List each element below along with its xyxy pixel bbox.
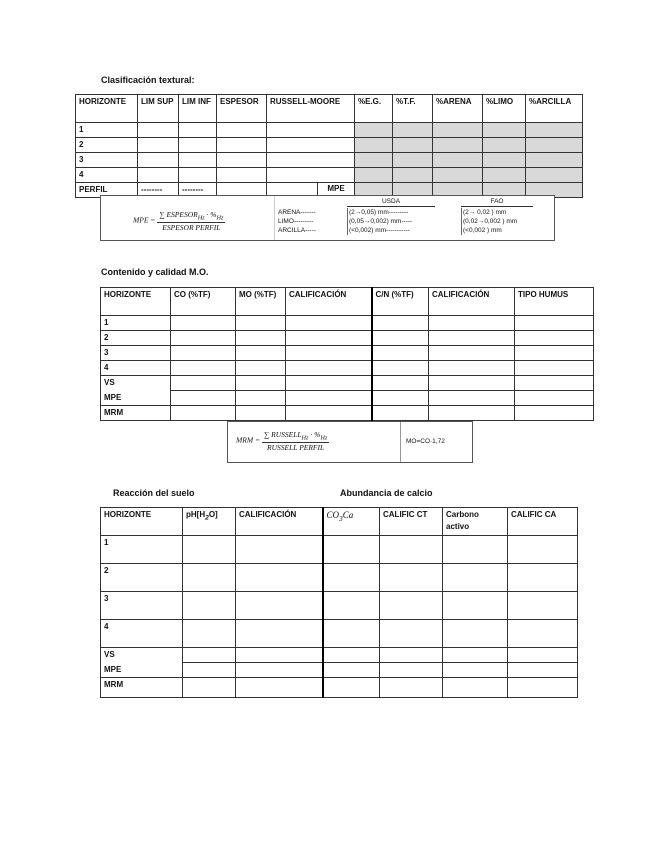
- cell[interactable]: [443, 536, 508, 564]
- soil-reaction-table: [100, 507, 578, 698]
- table-row: [101, 331, 594, 346]
- cell[interactable]: [443, 564, 508, 592]
- col-header: LIM SUP: [138, 95, 179, 123]
- col-header: %ARCILLA: [526, 95, 583, 123]
- row-label: 2: [101, 331, 171, 346]
- cell[interactable]: [372, 391, 429, 406]
- cell[interactable]: [217, 123, 267, 138]
- cell[interactable]: [393, 123, 433, 138]
- usda-list: [347, 208, 412, 235]
- col-header: %T.F.: [393, 95, 433, 123]
- cell[interactable]: [443, 648, 508, 663]
- section3-title-left: Reacción del suelo: [113, 488, 195, 498]
- cell[interactable]: [508, 663, 578, 678]
- cell[interactable]: [183, 620, 236, 648]
- formula-lhs: MRM =: [236, 435, 261, 445]
- cell[interactable]: [323, 592, 380, 620]
- cell[interactable]: [380, 620, 443, 648]
- col-header: CALIFICACIÓN: [429, 288, 515, 316]
- cell[interactable]: [171, 331, 236, 346]
- cell[interactable]: [429, 376, 515, 391]
- row-label: 3: [101, 346, 171, 361]
- col-header-ph: $pH[H_2O]$: [183, 508, 236, 536]
- cell[interactable]: [138, 153, 179, 168]
- cell[interactable]: [171, 346, 236, 361]
- mrm-label: MRM: [101, 406, 171, 421]
- cell[interactable]: [171, 406, 236, 421]
- cell[interactable]: [236, 648, 323, 663]
- table-row: [76, 168, 583, 183]
- fao-item: (2→ 0,02 ) mm: [463, 209, 507, 216]
- cell[interactable]: [526, 153, 583, 168]
- col-header: TIPO HUMUS: [515, 288, 594, 316]
- cell[interactable]: [372, 316, 429, 331]
- cell[interactable]: [433, 123, 483, 138]
- mpe-label: MPE: [101, 663, 183, 678]
- cell[interactable]: [443, 620, 508, 648]
- cell[interactable]: [526, 123, 583, 138]
- cell[interactable]: [380, 592, 443, 620]
- cell[interactable]: [267, 153, 355, 168]
- col-header: C/N (%TF): [372, 288, 429, 316]
- row-label: 4: [101, 361, 171, 376]
- cell[interactable]: [429, 346, 515, 361]
- table-row: [76, 123, 583, 138]
- table-row: [76, 138, 583, 153]
- cell[interactable]: [429, 361, 515, 376]
- vs-row: [101, 648, 578, 663]
- vs-label: VS: [101, 376, 171, 391]
- mrm-formula-box: [227, 421, 473, 463]
- texture-table: [75, 94, 583, 198]
- cell[interactable]: [372, 331, 429, 346]
- row-label: 4: [76, 168, 138, 183]
- perfil-inf: --------: [179, 183, 217, 198]
- row-label: 1: [101, 316, 171, 331]
- cell[interactable]: [183, 564, 236, 592]
- cell[interactable]: [429, 391, 515, 406]
- col-header: CO (%TF): [171, 288, 236, 316]
- mrm-row: [101, 678, 578, 698]
- col-header: HORIZONTE: [101, 288, 171, 316]
- cell[interactable]: [286, 376, 372, 391]
- cell[interactable]: [217, 153, 267, 168]
- cell[interactable]: [433, 153, 483, 168]
- table-header-row: [101, 288, 594, 316]
- cell[interactable]: [286, 331, 372, 346]
- cell[interactable]: [138, 138, 179, 153]
- cell[interactable]: [286, 406, 372, 421]
- fao-title: FAO: [461, 197, 533, 207]
- row-label: 2: [76, 138, 138, 153]
- cell[interactable]: [236, 331, 286, 346]
- cell[interactable]: [443, 663, 508, 678]
- cell[interactable]: [380, 564, 443, 592]
- row-label: 1: [76, 123, 138, 138]
- cell[interactable]: [236, 376, 286, 391]
- mrm-formula: MRM = $\frac{\sum RUSSELL_{Hz} \cdot \%_{Hz}}{\text{RUSSELL PERFIL}}$: [236, 430, 328, 452]
- col-header: %LIMO: [483, 95, 526, 123]
- cell[interactable]: [515, 391, 594, 406]
- section2-title: Contenido y calidad M.O.: [101, 267, 209, 277]
- usda-item: (2→0,05) mm---------: [349, 209, 409, 216]
- mrm-label: MRM: [101, 678, 183, 698]
- col-header: HORIZONTE: [76, 95, 138, 123]
- table-row: [101, 361, 594, 376]
- table-row: [101, 536, 578, 564]
- cell[interactable]: [323, 536, 380, 564]
- cell[interactable]: [236, 361, 286, 376]
- cell[interactable]: [355, 168, 393, 183]
- cell[interactable]: [443, 678, 508, 698]
- cell[interactable]: [236, 663, 323, 678]
- cell[interactable]: [443, 592, 508, 620]
- cell[interactable]: [323, 678, 380, 698]
- col-header: LIM INF: [179, 95, 217, 123]
- formula-num: ∑ RUSSELL: [263, 430, 302, 439]
- cell[interactable]: [393, 168, 433, 183]
- row-label: 3: [101, 592, 183, 620]
- cell[interactable]: [508, 648, 578, 663]
- cell[interactable]: [183, 536, 236, 564]
- col-header: ESPESOR: [217, 95, 267, 123]
- cell[interactable]: [372, 346, 429, 361]
- cell[interactable]: [526, 138, 583, 153]
- usda-title: USDA: [347, 197, 435, 207]
- vs-row: [101, 376, 594, 391]
- cell[interactable]: [515, 406, 594, 421]
- organic-matter-table: [100, 287, 594, 421]
- col-header: HORIZONTE: [101, 508, 183, 536]
- col-header: %E.G.: [355, 95, 393, 123]
- mpe-formula-box: [100, 195, 555, 241]
- cell[interactable]: [179, 153, 217, 168]
- usda-item: (<0,002) mm-----------: [349, 227, 410, 234]
- cell[interactable]: [179, 123, 217, 138]
- col-header-co3ca: $CO_3Ca$: [323, 508, 380, 536]
- cell[interactable]: [286, 361, 372, 376]
- cell[interactable]: [372, 376, 429, 391]
- mpe-row: [101, 391, 594, 406]
- cell[interactable]: [267, 168, 355, 183]
- perfil-sup: --------: [138, 183, 179, 198]
- mpe-label: MPE: [101, 391, 171, 406]
- cell[interactable]: [323, 648, 380, 663]
- cell[interactable]: [515, 331, 594, 346]
- col-header: %ARENA: [433, 95, 483, 123]
- cell[interactable]: [433, 138, 483, 153]
- cell[interactable]: [183, 592, 236, 620]
- row-label: 3: [76, 153, 138, 168]
- cell[interactable]: [183, 663, 236, 678]
- table-row: [76, 153, 583, 168]
- cell[interactable]: [483, 123, 526, 138]
- cell[interactable]: [171, 391, 236, 406]
- cell[interactable]: [236, 564, 323, 592]
- formula-den: RUSSELL PERFIL: [267, 442, 325, 452]
- col-header: RUSSELL-MOORE: [267, 95, 355, 123]
- cell[interactable]: [323, 620, 380, 648]
- cell[interactable]: [286, 346, 372, 361]
- table-row: [101, 620, 578, 648]
- formula-lhs: MPE =: [133, 215, 156, 225]
- cell[interactable]: [236, 678, 323, 698]
- cell[interactable]: [508, 592, 578, 620]
- table-row: [101, 592, 578, 620]
- cell[interactable]: [372, 361, 429, 376]
- mpe-row: [101, 663, 578, 678]
- cell[interactable]: [286, 316, 372, 331]
- mpe-label: MPE: [317, 183, 354, 195]
- perfil-label: PERFIL: [76, 183, 138, 198]
- cell[interactable]: [429, 406, 515, 421]
- table-row: [101, 564, 578, 592]
- formula-den: ESPESOR PERFIL: [162, 222, 221, 232]
- cell[interactable]: [380, 678, 443, 698]
- row-label: 1: [101, 536, 183, 564]
- cell[interactable]: [183, 648, 236, 663]
- cell[interactable]: [380, 648, 443, 663]
- table-row: [101, 316, 594, 331]
- usda-item: (0,05→0,002) mm-----: [349, 218, 413, 225]
- cell[interactable]: [138, 168, 179, 183]
- cell[interactable]: [429, 316, 515, 331]
- cell[interactable]: [179, 138, 217, 153]
- fraction-item: ARENA-------: [278, 209, 316, 216]
- cell[interactable]: [183, 678, 236, 698]
- col-header: CALIFICACIÓN: [286, 288, 372, 316]
- cell[interactable]: [433, 168, 483, 183]
- cell[interactable]: [372, 406, 429, 421]
- cell[interactable]: [179, 168, 217, 183]
- cell[interactable]: [236, 346, 286, 361]
- cell[interactable]: [508, 620, 578, 648]
- cell[interactable]: [483, 153, 526, 168]
- cell[interactable]: [380, 663, 443, 678]
- cell[interactable]: [515, 346, 594, 361]
- mpe-formula: MPE = $\frac{\sum ESPESOR_{Hz} \cdot \%_{Hz}}{\text{ESPESOR PERFIL}}$: [133, 210, 224, 232]
- fraction-item: LIMO---------: [278, 218, 314, 225]
- fao-list: [461, 208, 517, 235]
- col-header: CALIFIC CA: [508, 508, 578, 536]
- cell[interactable]: [508, 678, 578, 698]
- col-header: CALIFICACIÓN: [236, 508, 323, 536]
- cell[interactable]: [355, 138, 393, 153]
- cell[interactable]: [236, 620, 323, 648]
- mrm-row: [101, 406, 594, 421]
- cell[interactable]: [393, 153, 433, 168]
- cell[interactable]: [286, 391, 372, 406]
- cell[interactable]: [138, 123, 179, 138]
- row-label: 2: [101, 564, 183, 592]
- cell[interactable]: [236, 592, 323, 620]
- cell[interactable]: [483, 168, 526, 183]
- cell[interactable]: [429, 331, 515, 346]
- cell[interactable]: [267, 138, 355, 153]
- cell[interactable]: [515, 316, 594, 331]
- cell[interactable]: [393, 138, 433, 153]
- table-row: [101, 346, 594, 361]
- formula-num: ∑ ESPESOR: [159, 210, 198, 219]
- cell[interactable]: [217, 168, 267, 183]
- cell[interactable]: [171, 376, 236, 391]
- cell[interactable]: [171, 316, 236, 331]
- cell[interactable]: [236, 536, 323, 564]
- cell[interactable]: [355, 153, 393, 168]
- cell[interactable]: [380, 536, 443, 564]
- table-header-row: [76, 95, 583, 123]
- cell[interactable]: [323, 564, 380, 592]
- cell[interactable]: [236, 406, 286, 421]
- cell[interactable]: [236, 391, 286, 406]
- cell[interactable]: [217, 138, 267, 153]
- cell[interactable]: [236, 316, 286, 331]
- cell[interactable]: [515, 376, 594, 391]
- section1-title: Clasificación textural:: [101, 75, 195, 85]
- cell[interactable]: [355, 123, 393, 138]
- table-header-row: [101, 508, 578, 536]
- section3-title-right: Abundancia de calcio: [340, 488, 433, 498]
- col-header: CALIFIC CT: [380, 508, 443, 536]
- cell[interactable]: [483, 138, 526, 153]
- cell[interactable]: [515, 361, 594, 376]
- cell[interactable]: [526, 168, 583, 183]
- vs-label: VS: [101, 648, 183, 663]
- col-header: Carbono activo: [443, 508, 508, 536]
- fraction-item: ARCILLA-----: [278, 227, 316, 234]
- row-label: 4: [101, 620, 183, 648]
- cell[interactable]: [508, 564, 578, 592]
- cell[interactable]: [323, 663, 380, 678]
- fao-item: (<0,002 ) mm: [463, 227, 502, 234]
- fraction-list: [278, 208, 316, 235]
- mo-note: MO=CO·1,72: [406, 438, 445, 445]
- col-header: MO (%TF): [236, 288, 286, 316]
- cell[interactable]: [508, 536, 578, 564]
- cell[interactable]: [171, 361, 236, 376]
- fao-item: (0,02→0,002 ) mm: [463, 218, 518, 225]
- cell[interactable]: [267, 123, 355, 138]
